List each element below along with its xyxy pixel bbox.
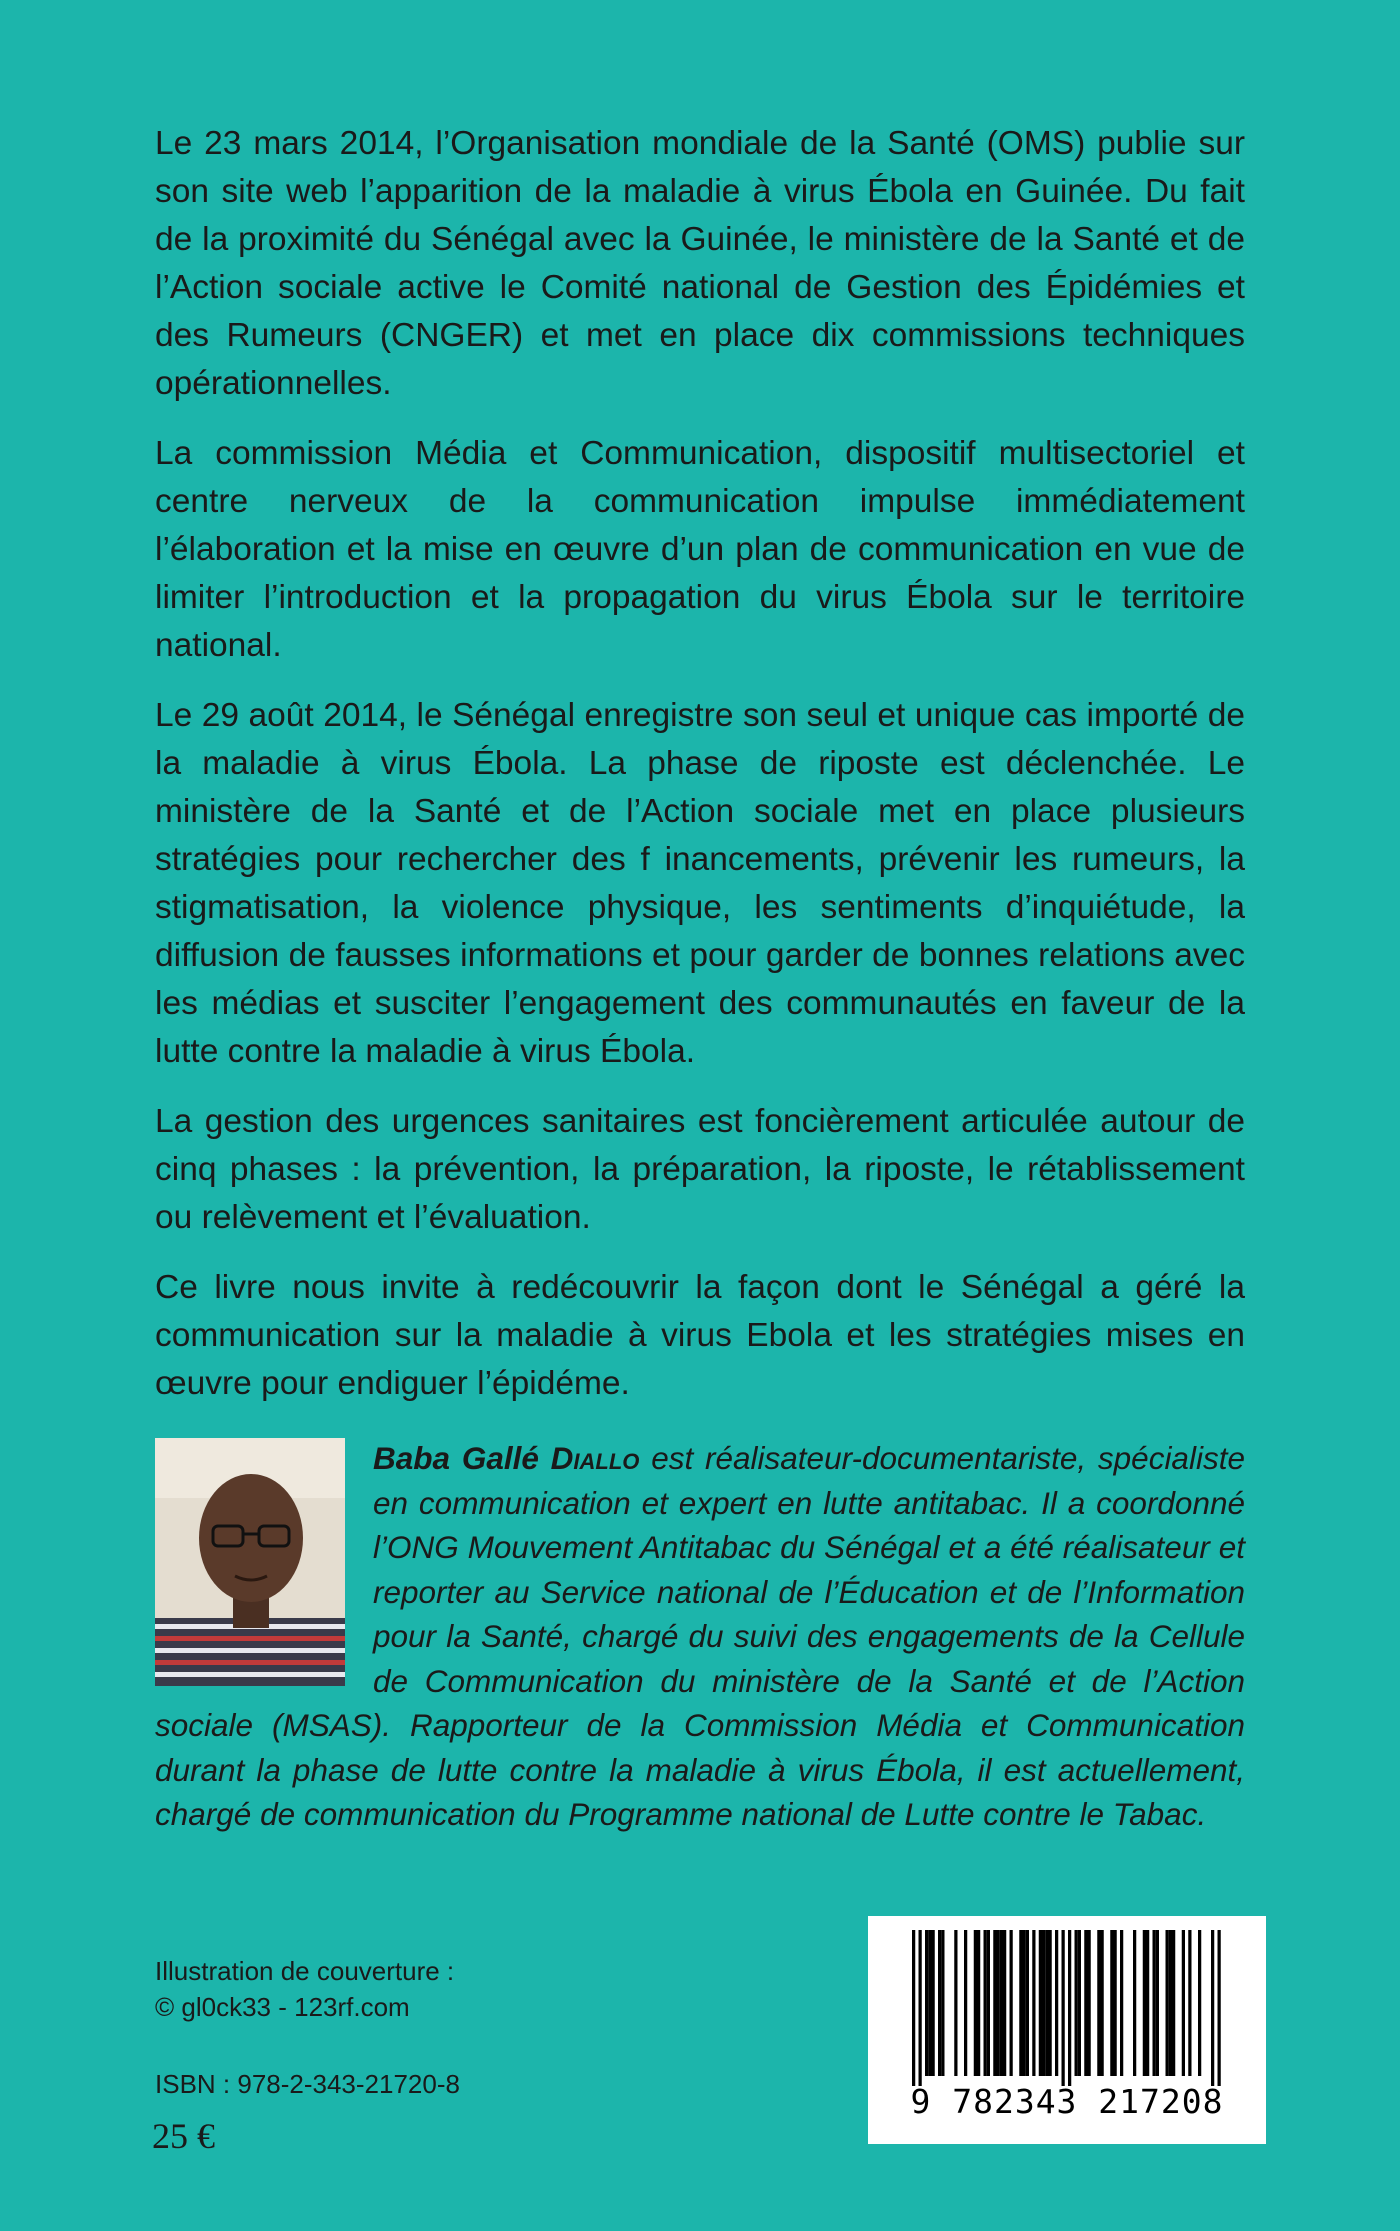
barcode-bar bbox=[997, 1930, 1000, 2076]
author-photo bbox=[155, 1438, 345, 1686]
author-portrait-illustration bbox=[155, 1438, 345, 1686]
barcode-bar bbox=[984, 1930, 987, 2076]
barcode-bar bbox=[1023, 1930, 1026, 2076]
barcode-bar bbox=[912, 1930, 915, 2086]
barcode-bar bbox=[1101, 1930, 1104, 2076]
price: 25 € bbox=[152, 2116, 215, 2156]
barcode-bar bbox=[1003, 1930, 1006, 2076]
paragraph-five-phases: La gestion des urgences sanitaires est foncièrement articulée autour de cinq phases : la prévention, la préparation, la riposte, le rétablissement ou relèvement et l’évaluation. bbox=[155, 1103, 1245, 1236]
barcode-bar bbox=[1218, 1930, 1221, 2086]
paragraph-who-announcement: Le 23 mars 2014, l’Organisation mondiale de la Santé (OMS) publie sur son site web l’apparition de la maladie à virus Ébola en Guinée. Du fait de la proximité du Sénégal avec la Guinée, le ministère de la Santé et de l’Action sociale active le Comité national de Gestion des Épidémies et des Rumeurs (CNGER) et met en place dix commissions techniques opérationnelles. bbox=[155, 125, 1245, 402]
barcode-bar bbox=[954, 1930, 957, 2076]
barcode-bar bbox=[1120, 1930, 1123, 2076]
barcode-bar bbox=[1188, 1930, 1191, 2076]
barcode-bars bbox=[868, 1916, 1266, 2086]
barcode-bar bbox=[1075, 1930, 1078, 2076]
barcode-bar bbox=[938, 1930, 941, 2076]
barcode bbox=[868, 1916, 1266, 2144]
barcode-bar bbox=[1000, 1930, 1003, 2076]
barcode-bar bbox=[977, 1930, 980, 2076]
barcode-bar bbox=[1010, 1930, 1013, 2076]
barcode-bar bbox=[1039, 1930, 1042, 2076]
barcode-bar bbox=[919, 1930, 922, 2086]
barcode-bar bbox=[1114, 1930, 1117, 2076]
author-first-name: Baba Gallé bbox=[373, 1440, 539, 1476]
barcode-bar bbox=[1156, 1930, 1159, 2076]
paragraph-book-invitation: Ce livre nous invite à redécouvrir la façon dont le Sénégal a géré la communication sur la maladie à virus Ebola et les stratégies mises en œuvre pour endiguer l’épidéme. bbox=[155, 1269, 1245, 1402]
barcode-bar bbox=[1153, 1930, 1156, 2076]
author-biography bbox=[155, 1436, 1245, 1837]
barcode-bar bbox=[1045, 1930, 1048, 2076]
author-last-name: Diallo bbox=[550, 1440, 640, 1476]
barcode-bar bbox=[1146, 1930, 1149, 2076]
author-bio-text: est réalisateur-documentariste, spécialiste en communication et expert en lutte antitabac. Il a coordonné l’ONG Mouvement Antitabac du Sénégal et a été réalisateur et reporter au Service national de l’Éducation et de l’Information pour la Santé, chargé du suivi des engagements de la Cellule de Communication du ministère de la Santé et de l’Action sociale (MSAS). Rapporteur de la Commission Média et Communication durant la phase de lutte contre la maladie à virus Ébola, il est actuellement, chargé de communication du Programme national de Lutte contre le Tabac. bbox=[155, 1440, 1245, 1832]
barcode-bar bbox=[1026, 1930, 1029, 2076]
barcode-bar bbox=[1055, 1930, 1058, 2076]
barcode-bar bbox=[1211, 1930, 1214, 2086]
barcode-bar bbox=[1078, 1930, 1081, 2076]
barcode-bar bbox=[925, 1930, 928, 2076]
barcode-digits: 9 782343 217208 bbox=[910, 2082, 1224, 2121]
barcode-bar bbox=[1166, 1930, 1169, 2076]
cover-illustration-source: © gl0ck33 - 123rf.com bbox=[155, 1992, 410, 2022]
barcode-bar bbox=[932, 1930, 935, 2076]
barcode-bar bbox=[1062, 1930, 1065, 2086]
barcode-bar bbox=[1042, 1930, 1045, 2076]
barcode-bar bbox=[987, 1930, 990, 2076]
barcode-bar bbox=[1133, 1930, 1136, 2076]
barcode-bar bbox=[941, 1930, 944, 2076]
barcode-bar bbox=[1169, 1930, 1172, 2076]
back-cover-description bbox=[155, 120, 1245, 1430]
barcode-bar bbox=[928, 1930, 931, 2076]
barcode-bar bbox=[1088, 1930, 1091, 2076]
barcode-bar bbox=[1172, 1930, 1175, 2076]
isbn-text: ISBN : 978-2-343-21720-8 bbox=[155, 2069, 460, 2099]
cover-illustration-label: Illustration de couverture : bbox=[155, 1956, 455, 1986]
paragraph-media-commission: La commission Média et Communication, dispositif multisectoriel et centre nerveux de la communication impulse immédiatement l’élaboration et la mise en œuvre d’un plan de communication en vue de limiter l’introduction et la propagation du virus Ébola sur le territoire national. bbox=[155, 435, 1245, 664]
barcode-bar bbox=[1068, 1930, 1071, 2086]
barcode-bar bbox=[1097, 1930, 1100, 2076]
barcode-bar bbox=[1110, 1930, 1113, 2076]
barcode-bar bbox=[1198, 1930, 1201, 2076]
barcode-bar bbox=[974, 1930, 977, 2076]
barcode-bar bbox=[993, 1930, 996, 2076]
barcode-bar bbox=[1049, 1930, 1052, 2076]
barcode-bar bbox=[1182, 1930, 1185, 2076]
paragraph-imported-case: Le 29 août 2014, le Sénégal enregistre son seul et unique cas importé de la maladie à virus Ébola. La phase de riposte est déclenchée. Le ministère de la Santé et de l’Action sociale met en place plusieurs stratégies pour rechercher des f inancements, prévenir les rumeurs, la stigmatisation, la violence physique, les sentiments d’inquiétude, la diffusion de fausses informations et pour garder de bonnes relations avec les médias et susciter l’engagement des communautés en faveur de la lutte contre la maladie à virus Ébola. bbox=[155, 697, 1245, 1070]
barcode-bar bbox=[1019, 1930, 1022, 2076]
barcode-bar bbox=[1032, 1930, 1035, 2076]
barcode-bar bbox=[1143, 1930, 1146, 2076]
barcode-bar bbox=[964, 1930, 967, 2076]
barcode-bar bbox=[1084, 1930, 1087, 2076]
